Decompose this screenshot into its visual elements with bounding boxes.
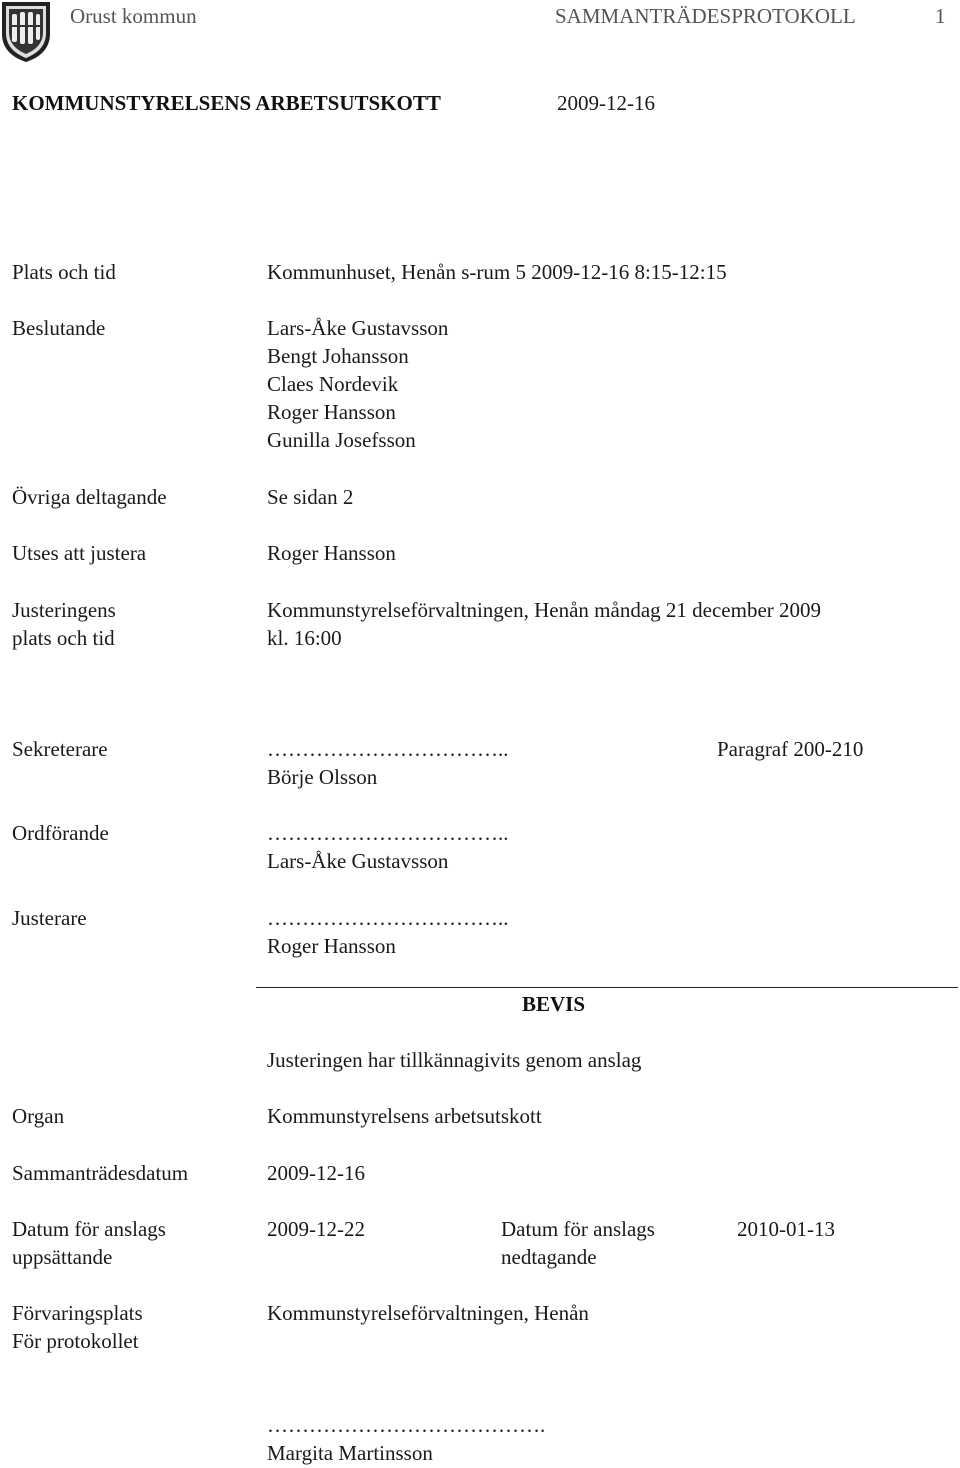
bevis-title: BEVIS — [522, 992, 586, 1016]
storage-label-line-1: Förvaringsplats — [12, 1301, 143, 1325]
storage-label-line-2: För protokollet — [12, 1329, 139, 1353]
adjust-place-label-line-1: Justeringens — [12, 598, 116, 622]
decider-name: Gunilla Josefsson — [267, 428, 416, 452]
committee-title: KOMMUNSTYRELSENS ARBETSUTSKOTT — [12, 91, 441, 115]
others-label: Övriga deltagande — [12, 485, 167, 509]
document-type: SAMMANTRÄDESPROTOKOLL — [555, 4, 856, 28]
deciders-label: Beslutande — [12, 316, 106, 340]
paragraph-range: Paragraf 200-210 — [717, 737, 864, 761]
removed-date-value: 2010-01-13 — [737, 1217, 835, 1241]
removed-date-label — [501, 1215, 655, 1271]
page-number: 1 — [935, 4, 946, 28]
organ-label: Organ — [12, 1104, 65, 1128]
decider-name: Roger Hansson — [267, 400, 396, 424]
adjuster-appointed-label: Utses att justera — [12, 541, 147, 565]
posted-date-label — [12, 1215, 166, 1271]
organ-value: Kommunstyrelsens arbetsutskott — [267, 1104, 542, 1128]
adjust-place-value — [267, 596, 821, 652]
meeting-date-value: 2009-12-16 — [267, 1161, 365, 1185]
chair-name: Lars-Åke Gustavsson — [267, 849, 449, 873]
chair-label: Ordförande — [12, 821, 109, 845]
meeting-date: 2009-12-16 — [557, 91, 655, 115]
chair-signature-line: …………………………….. — [267, 821, 509, 845]
decider-name: Bengt Johansson — [267, 344, 409, 368]
municipality-name: Orust kommun — [70, 4, 197, 28]
adjust-place-label-line-2: plats och tid — [12, 626, 115, 650]
bevis-intro: Justeringen har tillkännagivits genom anslag — [267, 1048, 642, 1072]
removed-date-label-line-1: Datum för anslags — [501, 1217, 655, 1241]
bevis-divider — [256, 987, 958, 988]
adjust-place-value-line-1: Kommunstyrelseförvaltningen, Henån måndag 21 december 2009 — [267, 598, 822, 622]
adjuster-signature-line: …………………………….. — [267, 906, 509, 930]
adjust-place-label — [12, 596, 116, 652]
removed-date-label-line-2: nedtagande — [501, 1245, 597, 1269]
secretary-label: Sekreterare — [12, 737, 108, 761]
deciders-list — [267, 314, 448, 454]
others-value: Se sidan 2 — [267, 485, 354, 509]
posted-date-value: 2009-12-22 — [267, 1217, 365, 1241]
place-time-label: Plats och tid — [12, 260, 116, 284]
adjuster-name: Roger Hansson — [267, 934, 396, 958]
adjuster-appointed-value: Roger Hansson — [267, 541, 396, 565]
bevis-signature-line: …………………………………. — [267, 1413, 546, 1437]
decider-name: Claes Nordevik — [267, 372, 399, 396]
secretary-signature-line: …………………………….. — [267, 737, 509, 761]
meeting-date-label: Sammanträdesdatum — [12, 1161, 189, 1185]
posted-date-label-line-1: Datum för anslags — [12, 1217, 166, 1241]
adjust-place-value-line-2: kl. 16:00 — [267, 626, 342, 650]
bevis-signer-name: Margita Martinsson — [267, 1441, 433, 1465]
secretary-name: Börje Olsson — [267, 765, 378, 789]
adjuster-label: Justerare — [12, 906, 87, 930]
place-time-value: Kommunhuset, Henån s-rum 5 2009-12-16 8:15-12:15 — [267, 260, 727, 284]
storage-value: Kommunstyrelseförvaltningen, Henån — [267, 1301, 589, 1325]
storage-label — [12, 1299, 143, 1355]
posted-date-label-line-2: uppsättande — [12, 1245, 113, 1269]
municipality-coat-of-arms-icon — [0, 0, 52, 64]
decider-name: Lars-Åke Gustavsson — [267, 316, 449, 340]
